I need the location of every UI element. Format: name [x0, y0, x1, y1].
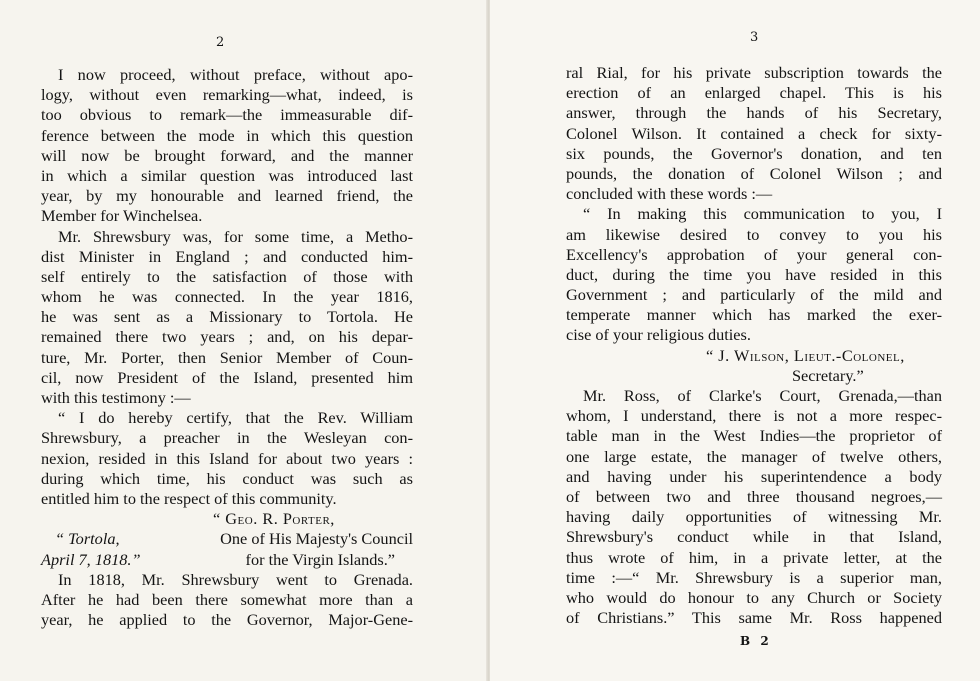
text-line: Colonel Wilson. It contained a check for sixty-: [566, 123, 942, 143]
text-line: dist Minister in England ; and conducted him-: [41, 246, 413, 266]
text-line: self entirely to the satisfaction of those with: [41, 266, 413, 286]
text-line: Mr. Shrewsbury was, for some time, a Metho-: [58, 226, 413, 246]
date-label: April 7, 1818.”: [41, 549, 141, 569]
left-page-text: [41, 65, 413, 630]
text-line: whom, I understand, there is not a more respec-: [566, 406, 942, 426]
text-line: “ I do hereby certify, that the Rev. William: [58, 408, 413, 428]
text-line: In 1818, Mr. Shrewsbury went to Grenada.: [58, 569, 413, 589]
text-line: in which a similar question was introduced last: [41, 165, 413, 185]
text-line: nexion, resided in this Island for about two years :: [41, 448, 413, 468]
text-line: having daily opportunities of witnessing Mr.: [566, 507, 942, 527]
signature-name: “ J. Wilson, Lieut.-Colonel,: [706, 345, 905, 365]
right-page-text: [566, 63, 942, 628]
text-line: Member for Winchelsea.: [41, 206, 203, 226]
text-line: duct, during the time you have resided in this: [566, 264, 942, 284]
signature-name: “ Geo. R. Porter,: [213, 509, 335, 529]
text-line: answer, through the hands of his Secretary,: [566, 103, 942, 123]
text-line: Shrewsbury's conduct while in that Island,: [566, 527, 942, 547]
text-line: ture, Mr. Porter, then Senior Member of Coun-: [41, 347, 413, 367]
text-line: ral Rial, for his private subscription towards the: [566, 63, 942, 82]
text-line: too obvious to remark—the immeasurable dif-: [41, 105, 413, 125]
text-line: ference between the mode in which this question: [41, 125, 413, 145]
text-line: Shrewsbury, a preacher in the Wesleyan con-: [41, 428, 413, 448]
text-line: temperate manner which has marked the exer-: [566, 305, 942, 325]
signature-row: [41, 550, 413, 570]
council-title: One of His Majesty's Council: [220, 529, 413, 549]
text-line: “ In making this communication to you, I: [583, 204, 942, 224]
left-page: [0, 0, 488, 681]
signature-title: Secretary.”: [792, 365, 864, 385]
text-line: time :—“ Mr. Shrewsbury is a superior man,: [566, 567, 942, 587]
text-line: cil, now President of the Island, presented him: [41, 367, 413, 387]
page-number: 3: [750, 30, 760, 45]
text-line: and having under his superintendence a body: [566, 466, 942, 486]
text-line: who would do honour to any Church or Society: [566, 587, 942, 607]
text-line: cise of your religious duties.: [566, 325, 751, 345]
text-line: pounds, the donation of Colonel Wilson ; and: [566, 163, 942, 183]
text-line: of Christians.” This same Mr. Ross happened: [566, 608, 942, 628]
text-line: remained there two years ; and, on his depar-: [41, 327, 413, 347]
text-line: will now be brought forward, and the manner: [41, 145, 413, 165]
text-line: thus wrote of him, in a private letter, at the: [566, 547, 942, 567]
text-line: Government ; and particularly of the mild and: [566, 285, 942, 305]
signature-row: [41, 529, 413, 549]
text-line: during which time, his conduct was such as: [41, 468, 413, 488]
islands-title: for the Virgin Islands.”: [245, 549, 395, 569]
text-line: Excellency's approbation of your general con-: [566, 244, 942, 264]
text-line: Mr. Ross, of Clarke's Court, Grenada,—than: [583, 386, 942, 405]
text-line: logy, without even remarking—what, indeed, is: [41, 85, 413, 105]
text-line: he was sent as a Missionary to Tortola. He: [41, 307, 413, 327]
text-line: entitled him to the respect of this community.: [41, 488, 337, 508]
text-line: After he had been there somewhat more than a: [41, 589, 413, 609]
text-line: table man in the West Indies—the proprietor of: [566, 426, 942, 446]
text-line: whom he was connected. In the year 1816,: [41, 287, 413, 307]
text-line: six pounds, the Governor's donation, and ten: [566, 143, 942, 163]
text-line: year, he applied to the Governor, Major-Gene-: [41, 610, 413, 630]
text-line: erection of an enlarged chapel. This is his: [566, 83, 942, 103]
text-line: with this testimony :—: [41, 388, 191, 407]
signature-mark: B 2: [740, 634, 772, 648]
text-line: concluded with these words :—: [566, 184, 773, 204]
text-line: of between two and three thousand negroes,—: [566, 486, 942, 506]
page-number: 2: [216, 35, 226, 50]
place-label: “ Tortola,: [55, 529, 120, 549]
text-line: year, by my honourable and learned friend, the: [41, 186, 413, 206]
right-page: [490, 0, 980, 681]
text-line: one large estate, the manager of twelve others,: [566, 446, 942, 466]
text-line: am likewise desired to convey to you his: [566, 224, 942, 244]
text-line: I now proceed, without preface, without apo-: [58, 65, 413, 84]
